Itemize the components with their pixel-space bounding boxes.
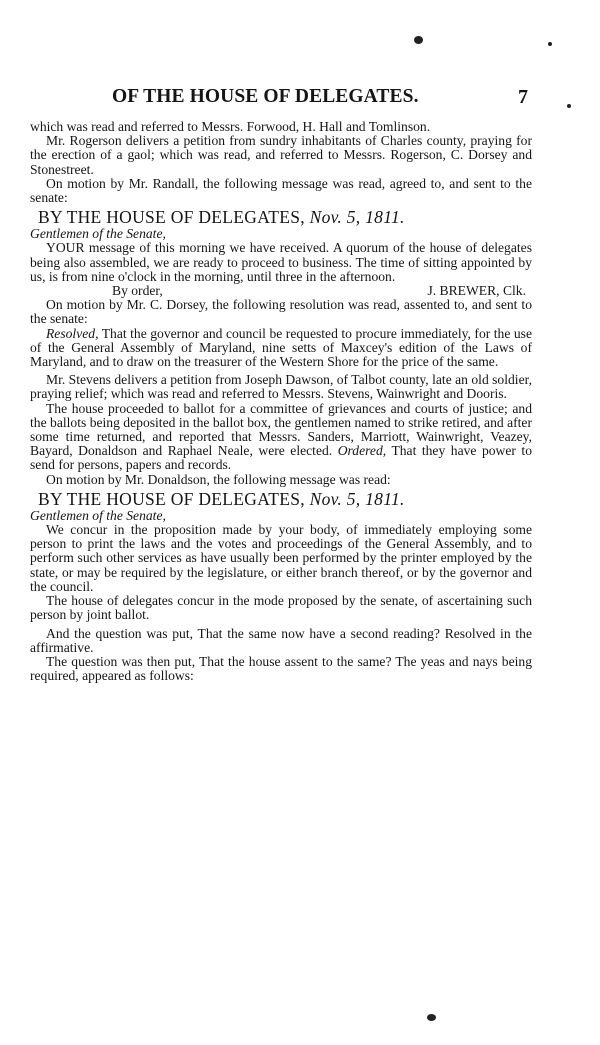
- running-head: [30, 84, 532, 120]
- signature-line: [30, 284, 532, 298]
- paragraph: which was read and referred to Messrs. Forwood, H. Hall and Tomlinson.: [30, 119, 431, 134]
- ink-speck: [567, 104, 571, 108]
- message-date: Nov. 5, 1811.: [309, 488, 405, 509]
- ink-speck: [427, 1014, 436, 1021]
- paragraph: On motion by Mr. Randall, the following message was read, agreed to, and sent to the senate:: [30, 175, 532, 206]
- resolved-text: That the governor and council be requested to procure immediately, for the use of the General Assembly of Maryland, nine setts of Maxcey's edition of the Laws of Maryland, and to draw on the treasurer of the Western Shore for the price of the same.: [30, 325, 532, 370]
- resolved-label: Resolved,: [46, 325, 99, 341]
- message-paragraph: [30, 241, 532, 284]
- opening-word: YOUR: [46, 240, 85, 256]
- message-heading-text: BY THE HOUSE OF DELEGATES,: [38, 207, 305, 228]
- ordered-text: That they have power to send for persons, papers and records.: [30, 443, 533, 473]
- message-heading: [30, 207, 532, 227]
- paragraph: And the question was put, That the same now have a second reading? Resolved in the affirmative.: [30, 625, 532, 655]
- message-date: Nov. 5, 1811.: [309, 207, 405, 228]
- page-number: 7: [518, 86, 528, 108]
- ballot-text: The house proceeded to ballot for a committee of grievances and courts of justice; and the ballots being deposited in the ballot box, the gentlemen named to strike retired, and after some time returned, and reported that Messrs. Sanders, Marriott, Wainwright, Veazey, Bayard, Donaldson and Raphael Neale, were elected.: [30, 400, 532, 459]
- document-page: [30, 84, 532, 683]
- ballot-paragraph: [30, 402, 532, 473]
- body-text: [30, 120, 532, 683]
- paragraph: On motion by Mr. C. Dorsey, the following resolution was read, assented to, and sent to the senate:: [30, 297, 532, 327]
- ordered-label: Ordered,: [337, 443, 387, 459]
- salutation: Gentlemen of the Senate,: [30, 226, 166, 242]
- by-order: By order,: [112, 283, 163, 299]
- paragraph: Mr. Stevens delivers a petition from Joseph Dawson, of Talbot county, late an old soldier, praying relief; which was read and referred to Messrs. Stevens, Wainwright and Dooris.: [30, 372, 532, 402]
- ink-speck: [414, 36, 423, 44]
- message-paragraph: We concur in the proposition made by your body, of immediately employing some person to print the laws and the votes and proceedings of the General Assembly, and to perform such other services as have usually been performed by the printer employed by the state, or may be required by the legislature, or either branch thereof, or by the governor and the council.: [30, 522, 532, 594]
- running-title: OF THE HOUSE OF DELEGATES.: [112, 86, 419, 107]
- paragraph: Mr. Rogerson delivers a petition from sundry inhabitants of Charles county, praying for the erection of a gaol; which was read, and referred to Messrs. Rogerson, C. Dorsey and Stonestreet.: [30, 133, 532, 177]
- message-text: message of this morning we have received. A quorum of the house of delegates being also assembled, we are ready to proceed to business. The time of sitting appointed by us, is from nine o'clock in the morning, until three in the afternoon.: [30, 240, 532, 284]
- ink-speck: [548, 42, 552, 46]
- paragraph: The question was then put, That the house assent to the same? The yeas and nays being required, appeared as follows:: [30, 653, 532, 684]
- resolution-paragraph: [30, 327, 532, 370]
- message-heading-text: BY THE HOUSE OF DELEGATES,: [38, 488, 305, 509]
- clerk-signature: J. BREWER, Clk.: [427, 283, 526, 299]
- paragraph: On motion by Mr. Donaldson, the following message was read:: [46, 471, 391, 487]
- message-heading: [30, 489, 532, 509]
- message-paragraph: The house of delegates concur in the mode proposed by the senate, of ascertaining such person by joint ballot.: [30, 593, 532, 623]
- salutation: Gentlemen of the Senate,: [30, 507, 166, 523]
